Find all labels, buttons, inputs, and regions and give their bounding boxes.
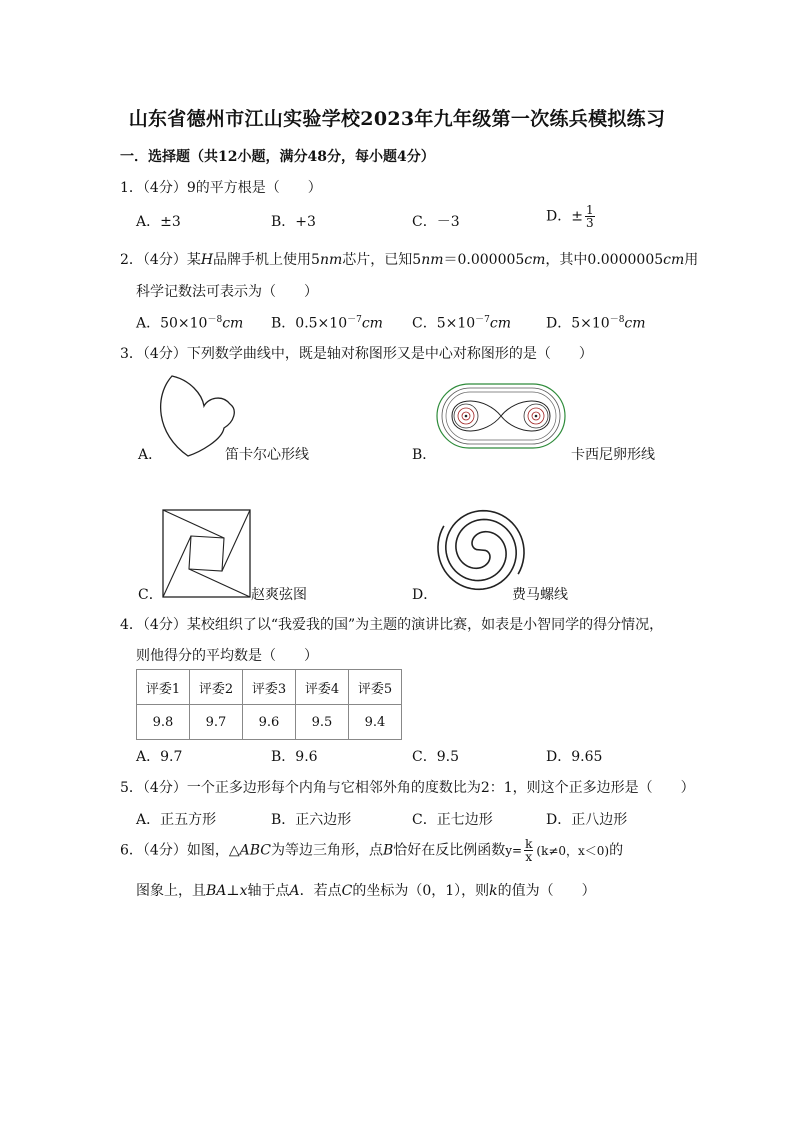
q6-var: BA xyxy=(206,883,227,899)
unit: cm xyxy=(361,315,383,332)
q5-option-b: B．正六边形 xyxy=(271,812,352,828)
table-cell: 9.7 xyxy=(190,705,243,740)
q6-var: A xyxy=(289,883,300,899)
q6-var: ABC xyxy=(239,842,271,859)
question-5-stem: 5．（4分）一个正多边形每个内角与它相邻外角的度数比为2：1，则这个正多边形是（ ） xyxy=(120,780,695,796)
exponent: －7 xyxy=(347,315,362,325)
q1-option-b: B．+3 xyxy=(271,214,316,230)
q2-text: ＝0.000005 xyxy=(443,252,525,268)
q6-text: 恰好在反比例函数 xyxy=(393,842,506,859)
exponent: －8 xyxy=(207,315,223,325)
q3-option-b-letter: B． xyxy=(412,447,437,463)
q6-text: 为等边三角形，点 xyxy=(270,842,383,859)
q2-text: 2．（4分）某 xyxy=(120,252,201,268)
table-cell: 9.5 xyxy=(296,705,349,740)
question-6-line-2 xyxy=(136,880,596,900)
q6-condition: (k≠0，x＜0) xyxy=(536,843,610,858)
option-base: A．50×10 xyxy=(136,315,208,332)
fraction xyxy=(585,204,595,229)
table-header-cell: 评委1 xyxy=(137,670,190,705)
q4-option-c: C．9.5 xyxy=(412,749,459,765)
fraction-numerator: k xyxy=(525,837,533,851)
q6-text: 图象上，且 xyxy=(136,883,206,899)
q3-option-a-name: 笛卡尔心形线 xyxy=(225,447,309,463)
q2-text: 用 xyxy=(684,252,699,268)
question-4-line-2: 则他得分的平均数是（ ） xyxy=(136,648,318,664)
q6-text: ⊥ xyxy=(226,883,240,899)
q3-option-d-name: 费马螺线 xyxy=(512,587,568,603)
exponent: －7 xyxy=(475,315,490,325)
table-header-cell: 评委4 xyxy=(296,670,349,705)
q2-unit-cm: cm xyxy=(663,252,685,268)
cassini-oval-figure xyxy=(436,383,566,449)
option-base: D．5×10 xyxy=(546,315,610,332)
q6-text: ．若点 xyxy=(299,883,342,899)
question-1-stem: 1．（4分）9的平方根是（ ） xyxy=(120,180,322,196)
table-cell: 9.4 xyxy=(349,705,402,740)
fraction-denominator: 3 xyxy=(585,216,594,230)
table-row xyxy=(137,705,402,740)
unit: cm xyxy=(489,315,512,332)
q2-text: ，其中0.0000005 xyxy=(545,252,664,268)
q2-unit-nm: nm xyxy=(319,252,343,268)
option-base: B．0.5×10 xyxy=(271,315,348,332)
q3-option-a-letter: A． xyxy=(138,447,163,463)
question-2-line-1 xyxy=(120,249,698,269)
q3-option-c-name: 赵爽弦图 xyxy=(251,587,307,603)
option-base: C．5×10 xyxy=(412,315,476,332)
q6-formula-y: y= xyxy=(505,843,523,858)
q4-option-d: D．9.65 xyxy=(546,749,603,765)
q3-option-b-name: 卡西尼卵形线 xyxy=(571,447,655,463)
q2-var-h: H xyxy=(200,252,214,268)
q6-text: 的坐标为（0，1），则 xyxy=(352,883,490,899)
q3-option-d-letter: D． xyxy=(412,587,438,603)
q5-option-a: A．正五方形 xyxy=(136,812,217,828)
q6-text: 的值为（ ） xyxy=(497,883,596,899)
q6-var: B xyxy=(382,842,394,859)
q2-option-a xyxy=(136,312,243,333)
q2-unit-cm: cm xyxy=(524,252,546,268)
q6-var: x xyxy=(239,883,248,899)
table-header-cell: 评委2 xyxy=(190,670,243,705)
question-2-line-2: 科学记数法可表示为（ ） xyxy=(136,284,318,300)
table-header-cell: 评委3 xyxy=(243,670,296,705)
q6-text: 的 xyxy=(609,842,624,859)
question-4-line-1: 4．（4分）某校组织了以“我爱我的国”为主题的演讲比赛，如表是小智同学的得分情况， xyxy=(120,617,664,633)
unit: cm xyxy=(624,315,646,332)
q1-option-a: A．±3 xyxy=(136,214,181,230)
q3-option-c-letter: C． xyxy=(138,587,163,603)
q2-option-d xyxy=(546,312,646,333)
q2-option-c xyxy=(412,312,511,333)
fraction-denominator: x xyxy=(525,850,533,864)
zhao-shuang-figure xyxy=(162,509,252,599)
q4-option-b: B．9.6 xyxy=(271,749,318,765)
question-3-stem: 3．（4分）下列数学曲线中，既是轴对称图形又是中心对称图形的是（ ） xyxy=(120,346,593,362)
q2-text: 品牌手机上使用5 xyxy=(213,252,320,268)
question-6-line-1 xyxy=(120,838,623,863)
fraction-numerator: 1 xyxy=(585,203,594,217)
q2-option-b xyxy=(271,312,383,333)
q6-text: 6．（4分）如图，△ xyxy=(120,842,240,859)
q4-option-a: A．9.7 xyxy=(136,749,183,765)
section-heading: 一．选择题（共12小题，满分48分，每小题4分） xyxy=(120,149,435,165)
q2-text: 芯片，已知5 xyxy=(342,252,422,268)
unit: cm xyxy=(222,315,244,332)
score-table xyxy=(136,669,402,740)
table-header-row xyxy=(137,670,402,705)
q6-text: 轴于点 xyxy=(247,883,290,899)
q1-option-d xyxy=(546,204,595,229)
fermat-spiral-figure xyxy=(436,505,526,595)
exponent: －8 xyxy=(609,315,625,325)
q1-option-c: C．－3 xyxy=(412,214,460,230)
fraction xyxy=(524,838,533,863)
table-cell: 9.6 xyxy=(243,705,296,740)
page-title: 山东省德州市江山实验学校2023年九年级第一次练兵模拟练习 xyxy=(128,108,666,130)
q1-option-d-prefix: D．± xyxy=(546,208,583,225)
q5-option-c: C．正七边形 xyxy=(412,812,493,828)
table-cell: 9.8 xyxy=(137,705,190,740)
q5-option-d: D．正八边形 xyxy=(546,812,628,828)
q6-var: C xyxy=(341,883,353,899)
q2-unit-nm: nm xyxy=(421,252,444,268)
table-header-cell: 评委5 xyxy=(349,670,402,705)
q6-var: k xyxy=(489,883,498,899)
